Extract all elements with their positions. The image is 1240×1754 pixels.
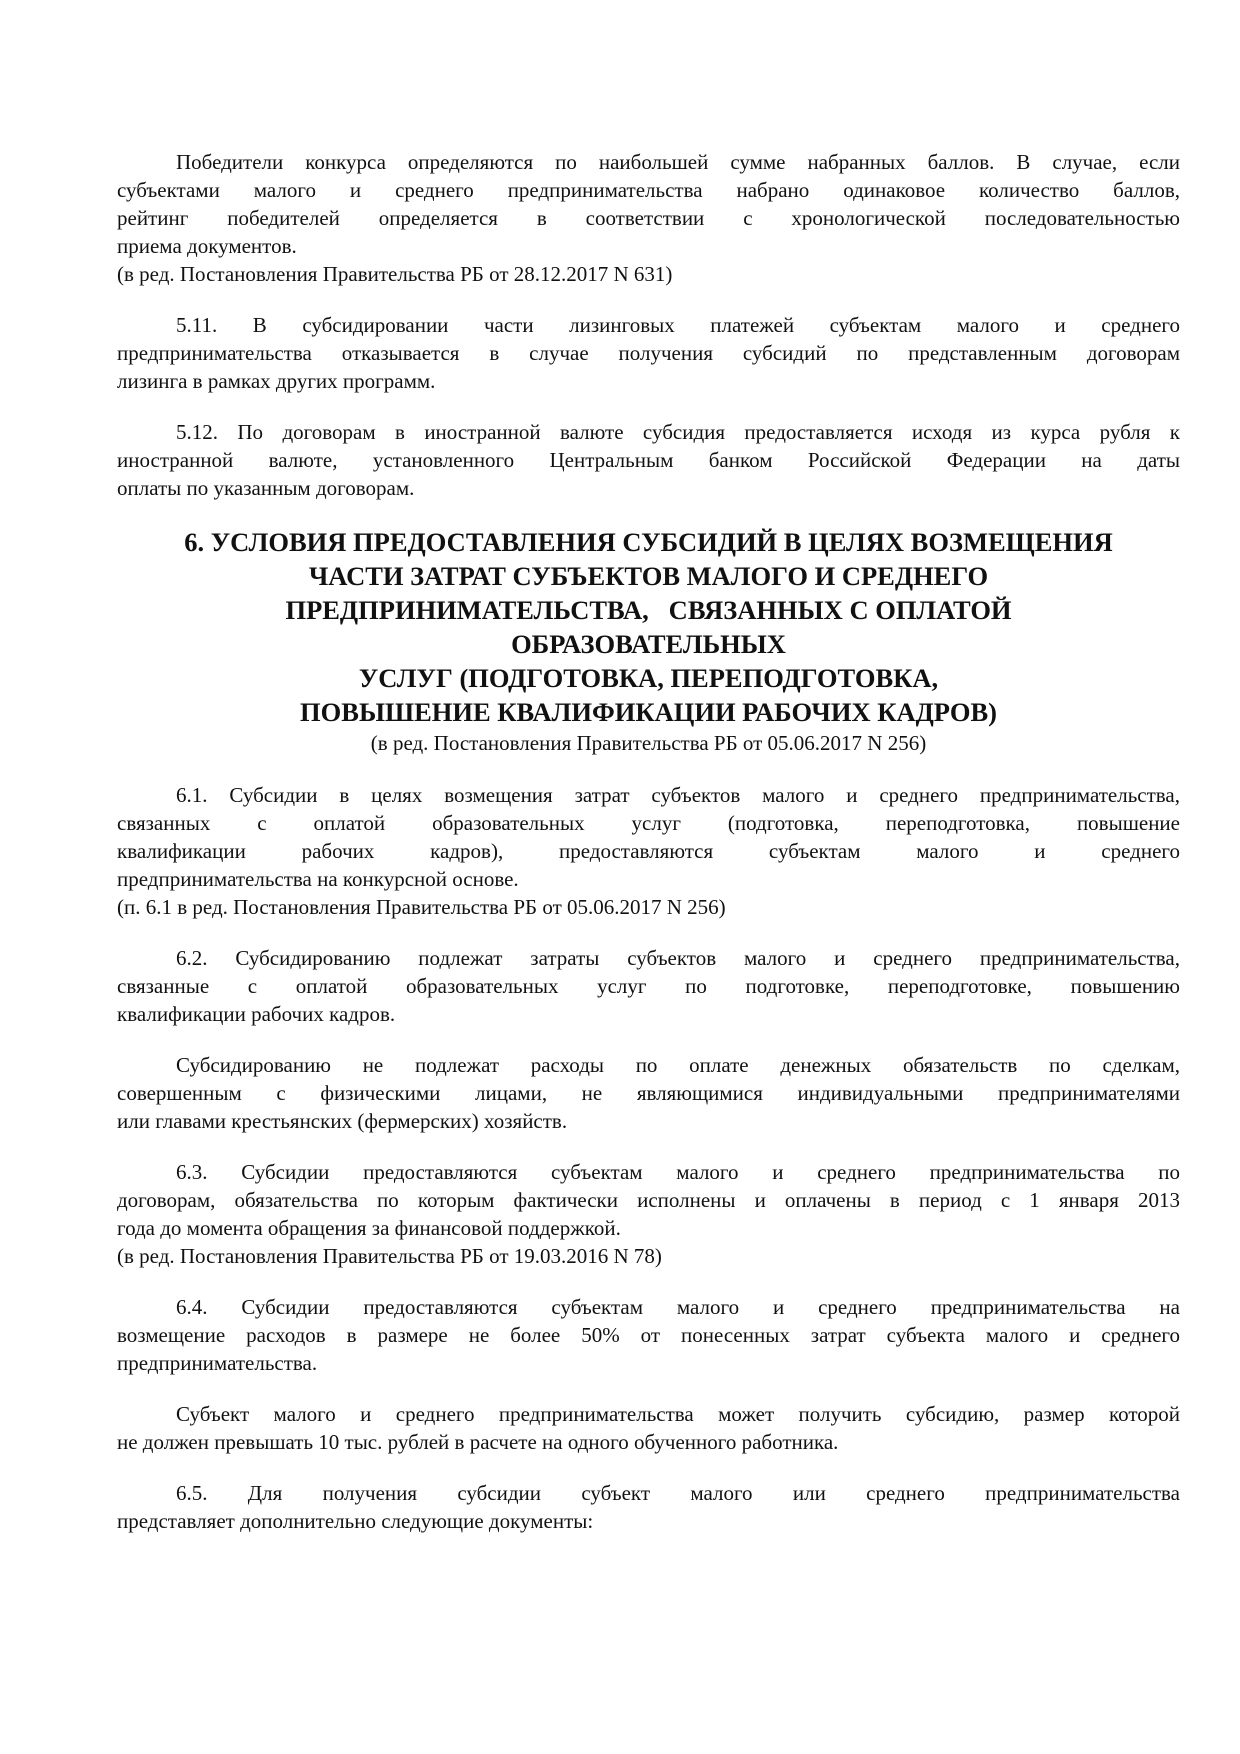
text-line: 5.11. В субсидировании части лизинговых платежей субъектам малого и среднего	[176, 313, 1180, 337]
paragraph-6-1	[117, 781, 1180, 921]
text-line: Субъект малого и среднего предпринимательства может получить субсидию, размер которой	[176, 1402, 1180, 1426]
text-line: связанных с оплатой образовательных услуг (подготовка, переподготовка, повышение	[117, 811, 1180, 835]
paragraph-5-11	[117, 311, 1180, 395]
paragraph-6-5	[117, 1479, 1180, 1535]
text-line: иностранной валюте, установленного Центральным банком Российской Федерации на даты	[117, 448, 1180, 472]
text-line: года до момента обращения за финансовой поддержкой.	[117, 1216, 621, 1240]
heading-line: ЧАСТИ ЗАТРАТ СУБЪЕКТОВ МАЛОГО И СРЕДНЕГО	[308, 561, 989, 591]
text-line: 6.2. Субсидированию подлежат затраты субъектов малого и среднего предпринимательства,	[176, 946, 1180, 970]
amendment-note: (в ред. Постановления Правительства РБ от 19.03.2016 N 78)	[117, 1244, 662, 1268]
text-line: предпринимательства.	[117, 1351, 318, 1375]
text-line: Победители конкурса определяются по наибольшей сумме набранных баллов. В случае, если	[176, 150, 1180, 174]
text-line: связанные с оплатой образовательных услуг по подготовке, переподготовке, повышению	[117, 974, 1180, 998]
paragraph-6-2-exclusions	[117, 1051, 1180, 1135]
amendment-note: (п. 6.1 в ред. Постановления Правительства РБ от 05.06.2017 N 256)	[117, 895, 726, 919]
text-line: совершенным с физическими лицами, не являющимися индивидуальными предпринимателями	[117, 1081, 1180, 1105]
text-line: договорам, обязательства по которым фактически исполнены и оплачены в период с 1 января 2013	[117, 1188, 1180, 1212]
text-line: предпринимательства на конкурсной основе.	[117, 867, 519, 891]
text-line: квалификации рабочих кадров.	[117, 1002, 396, 1026]
heading-line: ПРЕДПРИНИМАТЕЛЬСТВА, СВЯЗАННЫХ С ОПЛАТОЙ	[285, 595, 1012, 625]
section-heading	[117, 525, 1180, 729]
document-page	[117, 148, 1180, 1558]
text-line: 6.1. Субсидии в целях возмещения затрат субъектов малого и среднего предпринимательства,	[176, 783, 1180, 807]
heading-line: ОБРАЗОВАТЕЛЬНЫХ	[511, 629, 786, 659]
paragraph-6-4-limit	[117, 1400, 1180, 1456]
text-line: оплаты по указанным договорам.	[117, 476, 415, 500]
text-line: или главами крестьянских (фермерских) хозяйств.	[117, 1109, 568, 1133]
paragraph-5-12	[117, 418, 1180, 502]
text-line: возмещение расходов в размере не более 50% от понесенных затрат субъекта малого и среднего	[117, 1323, 1180, 1347]
paragraph-6-3	[117, 1158, 1180, 1270]
text-line: представляет дополнительно следующие документы:	[117, 1509, 594, 1533]
text-line: приема документов.	[117, 234, 297, 258]
text-line: рейтинг победителей определяется в соответствии с хронологической последовательностью	[117, 206, 1180, 230]
text-line: субъектами малого и среднего предпринимательства набрано одинаковое количество баллов,	[117, 178, 1180, 202]
paragraph-6-2	[117, 944, 1180, 1028]
amendment-note: (в ред. Постановления Правительства РБ от 28.12.2017 N 631)	[117, 262, 673, 286]
text-line: Субсидированию не подлежат расходы по оплате денежных обязательств по сделкам,	[176, 1053, 1180, 1077]
heading-amendment-note: (в ред. Постановления Правительства РБ от 05.06.2017 N 256)	[370, 731, 927, 755]
text-line: 6.3. Субсидии предоставляются субъектам малого и среднего предпринимательства по	[176, 1160, 1180, 1184]
text-line: 6.4. Субсидии предоставляются субъектам малого и среднего предпринимательства на	[176, 1295, 1180, 1319]
heading-line: 6. УСЛОВИЯ ПРЕДОСТАВЛЕНИЯ СУБСИДИЙ В ЦЕЛЯХ ВОЗМЕЩЕНИЯ	[184, 527, 1113, 557]
text-line: квалификации рабочих кадров), предоставляются субъектам малого и среднего	[117, 839, 1180, 863]
text-line: 6.5. Для получения субсидии субъект малого или среднего предпринимательства	[176, 1481, 1180, 1505]
text-line: 5.12. По договорам в иностранной валюте субсидия предоставляется исходя из курса рубля к	[176, 420, 1180, 444]
text-line: не должен превышать 10 тыс. рублей в расчете на одного обученного работника.	[117, 1430, 839, 1454]
paragraph-6-4	[117, 1293, 1180, 1377]
paragraph-winners	[117, 148, 1180, 288]
heading-line: ПОВЫШЕНИЕ КВАЛИФИКАЦИИ РАБОЧИХ КАДРОВ)	[300, 697, 997, 727]
text-line: лизинга в рамках других программ.	[117, 369, 436, 393]
heading-line: УСЛУГ (ПОДГОТОВКА, ПЕРЕПОДГОТОВКА,	[358, 663, 939, 693]
text-line: предпринимательства отказывается в случае получения субсидий по представленным договорам	[117, 341, 1180, 365]
